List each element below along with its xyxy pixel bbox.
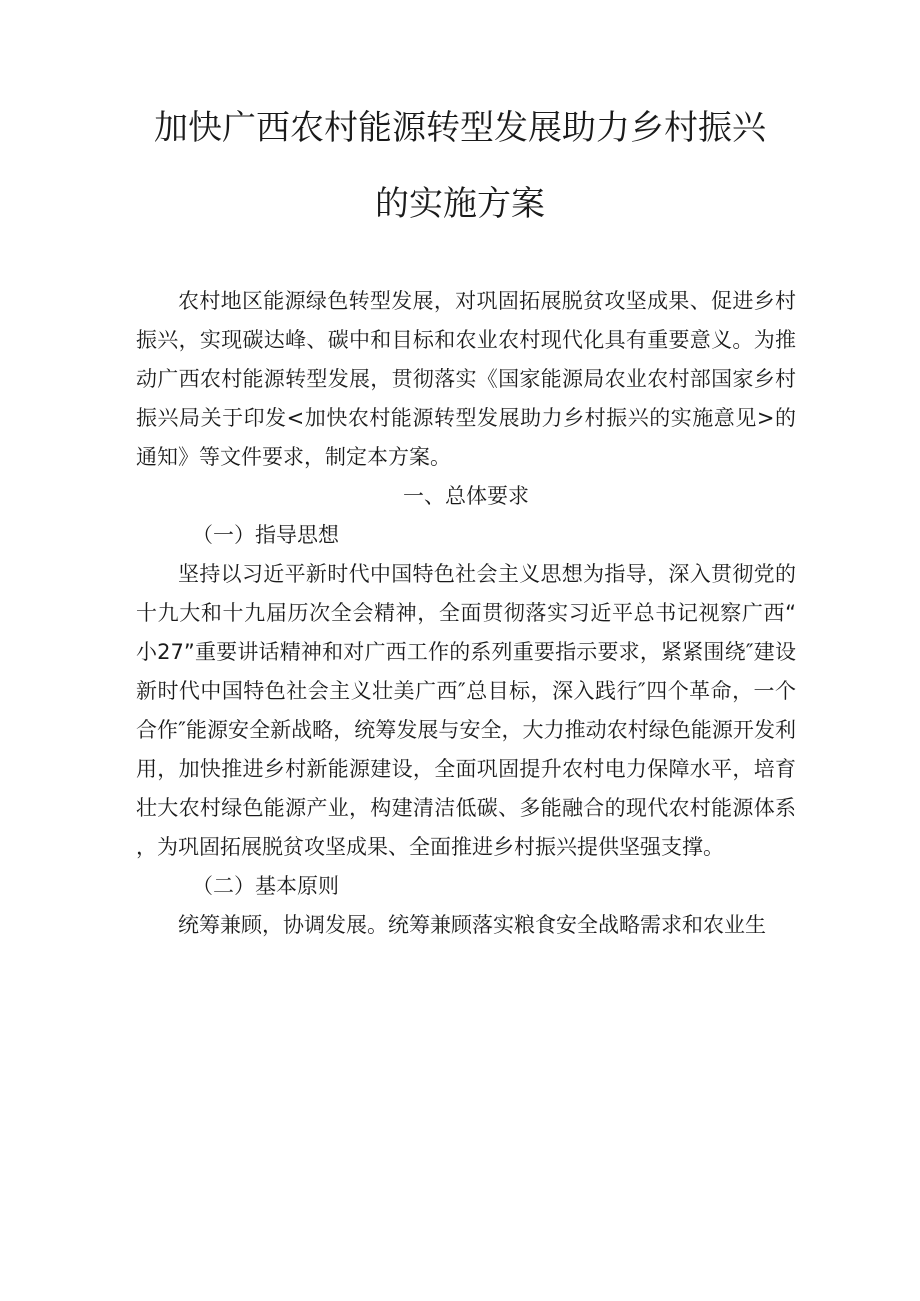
subsection-heading-guiding-ideology: （一）指导思想 bbox=[192, 523, 339, 547]
guiding-ideology-paragraph: 坚持以习近平新时代中国特色社会主义思想为指导，深入贯彻党的十九大和十九届历次全会精神，全面贯彻落实习近平总书记视察广西“小27”重要讲话精神和对广西工作的系列重要指示要求，紧紧围绕″建设新时代中国特色社会主义壮美广西″总目标，深入践行″四个革命，一个合作″能源安全新战略，统筹发展与安全，大力推动农村绿色能源开发利用，加快推进乡村新能源建设，全面巩固提升农村电力保障水平，培育壮大农村绿色能源产业，构建清洁低碳、多能融合的现代农村能源体系，为巩固拓展脱贫攻坚成果、全面推进乡村振兴提供坚强支撑。 bbox=[136, 562, 796, 859]
document-body bbox=[136, 282, 796, 945]
intro-paragraph: 农村地区能源绿色转型发展，对巩固拓展脱贫攻坚成果、促进乡村振兴，实现碳达峰、碳中和目标和农业农村现代化具有重要意义。为推动广西农村能源转型发展，贯彻落实《国家能源局农业农村部国家乡村振兴局关于印发<加快农村能源转型发展助力乡村振兴的实施意见>的通知》等文件要求，制定本方案。 bbox=[136, 289, 796, 469]
document-title-line-2: 的实施方案 bbox=[375, 184, 545, 224]
basic-principles-paragraph: 统筹兼顾，协调发展。统筹兼顾落实粮食安全战略需求和农业生 bbox=[178, 913, 766, 937]
subsection-heading-basic-principles: （二）基本原则 bbox=[192, 874, 339, 898]
document-title-line-1: 加快广西农村能源转型发展助力乡村振兴 bbox=[154, 108, 766, 148]
section-heading-overall-requirements: 一、总体要求 bbox=[403, 484, 529, 508]
